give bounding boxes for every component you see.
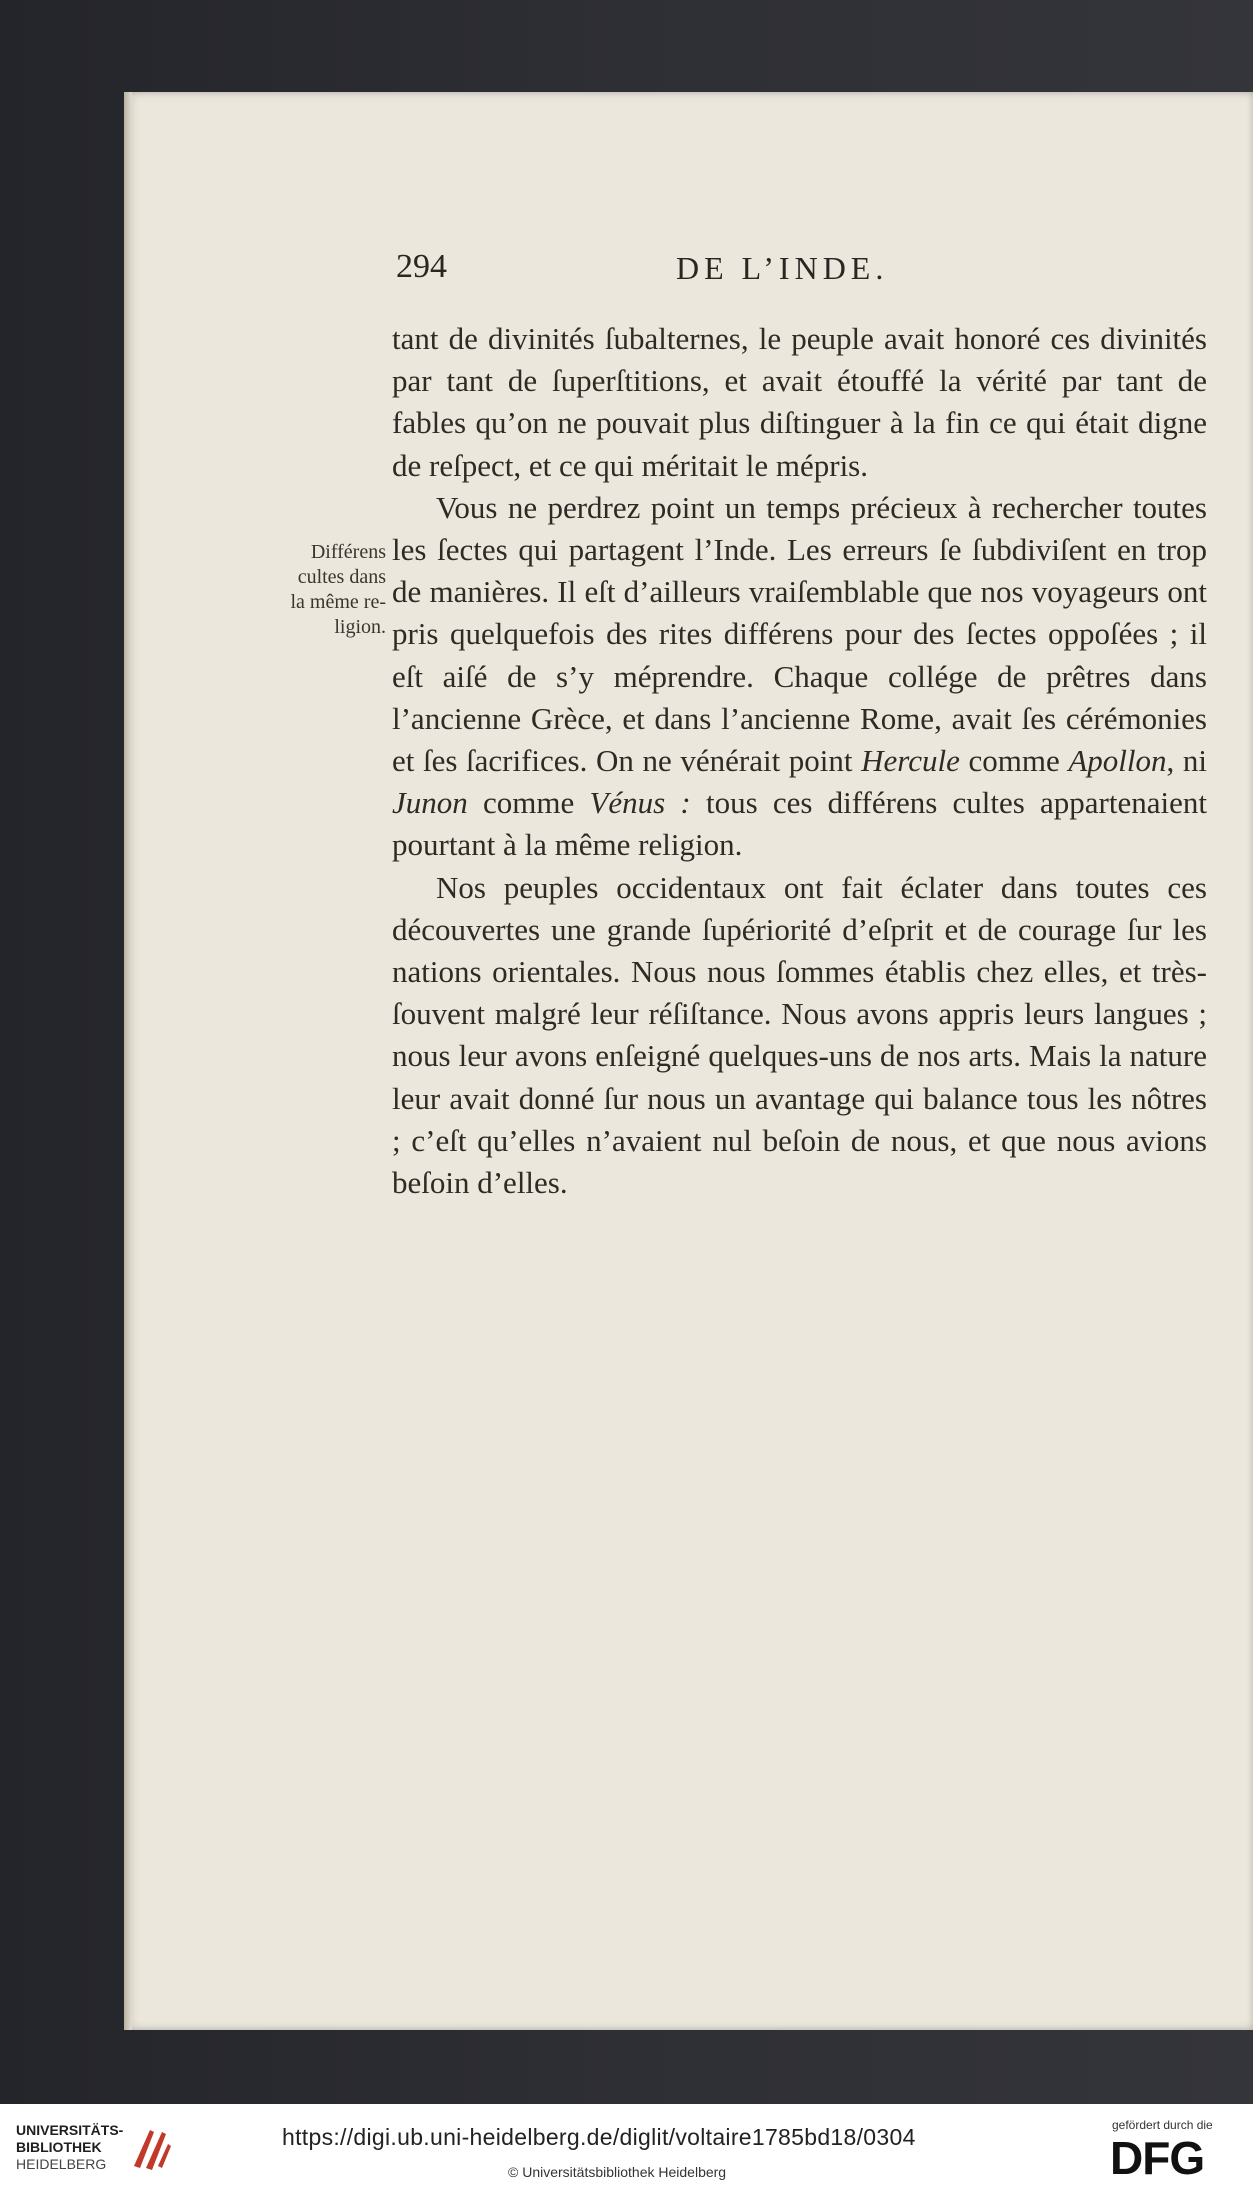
margin-note-line: la même re- (290, 591, 386, 613)
margin-note-line: Différens (310, 541, 386, 563)
library-name-line: UNIVERSITÄTS- (16, 2122, 124, 2138)
body-paragraph: Nos peuples occidentaux ont fait éclater dans toutes ces découvertes une grande ſupériorité d’eſprit et de courage ſur les nations orientales. Nous nous ſommes établis chez elles, et très-ſouvent malgré leur réſiſtance. Nous avons appris leurs langues ; nous leur avons enſeigné quelques-uns de nos arts. Mais la nature leur avait donné ſur nous un avantage qui balance tous les nôtres ; c’eſt qu’elles n’avaient nul beſoin de nous, et que nous avions beſoin d’elles. (392, 869, 1207, 1201)
running-title: DE L’INDE. (676, 250, 889, 286)
library-seal-icon (128, 2122, 176, 2174)
running-head (396, 248, 1204, 288)
dfg-logo[interactable]: DFG (1110, 2132, 1205, 2184)
page-number: 294 (396, 248, 447, 285)
permalink-url[interactable]: https://digi.ub.uni-heidelberg.de/diglit/voltaire1785bd18/0304 (282, 2124, 916, 2150)
margin-note-line: ligion. (334, 616, 386, 638)
library-name-line: HEIDELBERG (16, 2156, 107, 2172)
margin-note (246, 540, 386, 640)
margin-note-line: cultes dans (297, 566, 386, 588)
body-text (392, 318, 1207, 1204)
copyright-notice: © Universitätsbibliothek Heidelberg (508, 2164, 727, 2180)
funding-text: gefördert durch die (1112, 2118, 1213, 2132)
library-name-line: BIBLIOTHEK (16, 2139, 102, 2155)
viewer-footer (0, 2104, 1253, 2194)
body-paragraph: tant de divinités ſubalternes, le peuple avait honoré ces divinités par tant de ſuperſtitions, et avait étouffé la vérité par tant de fables qu’on ne pouvait plus diſtinguer à la fin ce qui était digne de reſpect, et ce qui méritait le mépris. (392, 321, 1207, 483)
body-paragraph: Vous ne perdrez point un temps précieux à rechercher toutes les ſectes qui partagent l’Inde. Les erreurs ſe ſubdiviſent en trop de manières. Il eſt d’ailleurs vraiſemblable que nos voyageurs ont pris quelquefois des rites différens pour des ſectes oppoſées ; il eſt aiſé de s’y méprendre. Chaque collége de prêtres dans l’ancienne Grèce, et dans l’ancienne Rome, avait ſes cérémonies et ſes ſacrifices. On ne vénérait point Hercule comme Apollon, ni Junon comme Vénus : tous ces différens cultes appartenaient pourtant à la même religion. (392, 489, 1207, 863)
